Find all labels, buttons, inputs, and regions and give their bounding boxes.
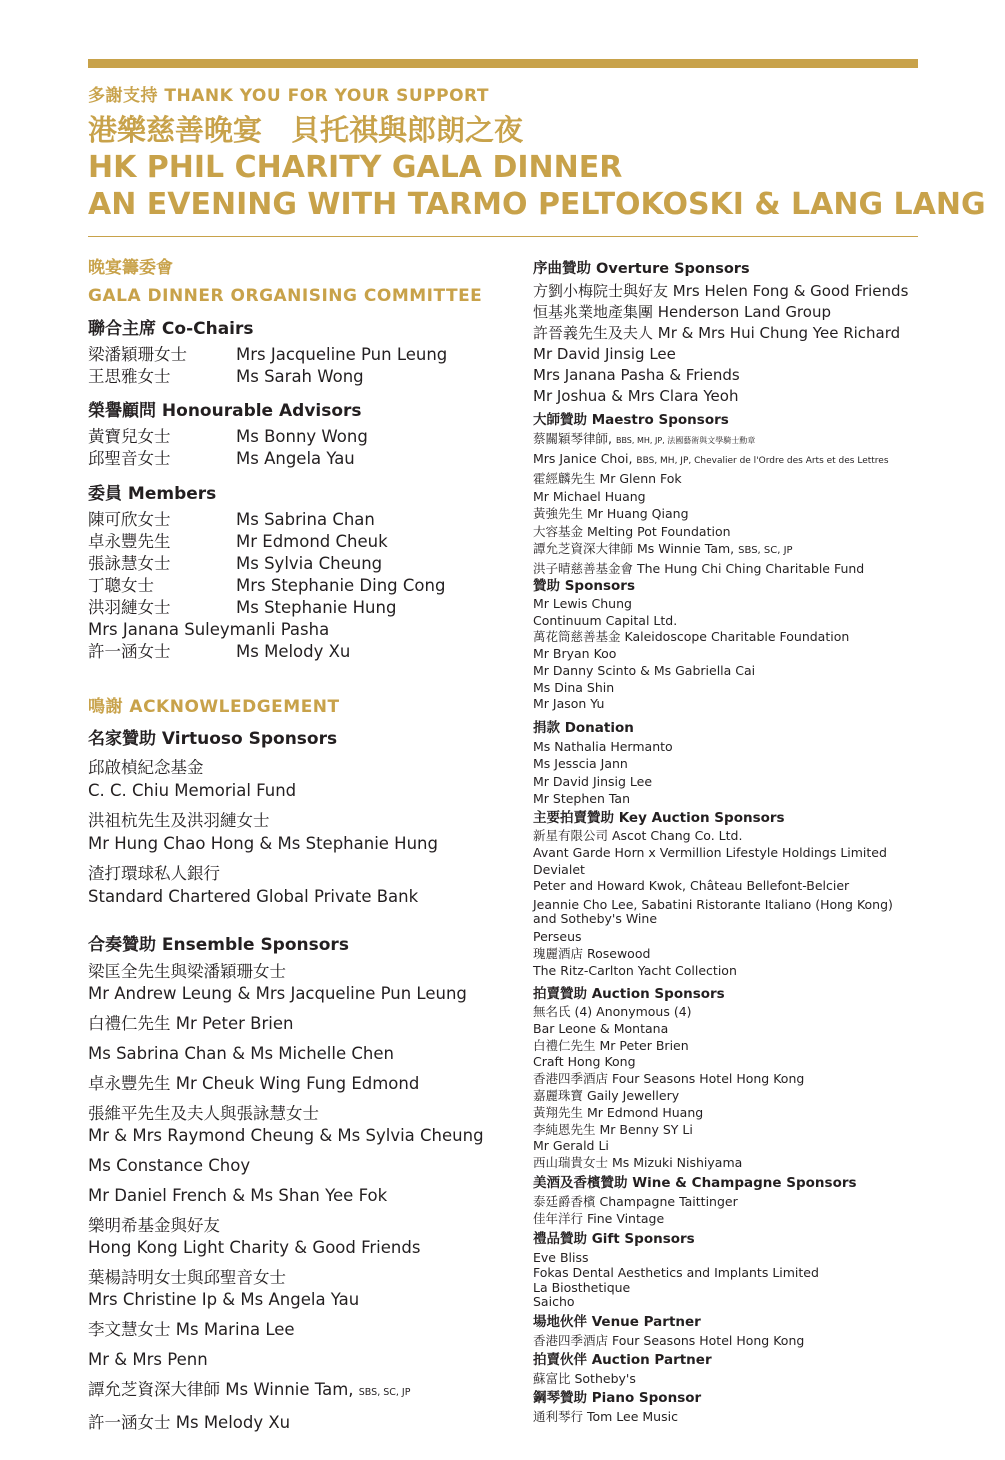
overture-section — [533, 259, 908, 407]
maestro-heading: 大師贊助 Maestro Sponsors — [533, 412, 729, 428]
list-item: Mr & Mrs Penn — [88, 1350, 208, 1369]
list-item: La Biosthetique — [533, 1279, 631, 1295]
list-item: Ms Dina Shin — [533, 679, 615, 695]
list-item: 許晉義先生及夫人 Mr & Mrs Hui Chung Yee Richard — [533, 324, 901, 342]
gift-list — [533, 1251, 819, 1310]
overture-heading: 序曲贊助 Overture Sponsors — [533, 261, 750, 277]
thank-you-kicker: 多謝支持 THANK YOU FOR YOUR SUPPORT — [88, 86, 489, 106]
list-item: Mrs Janana Pasha & Friends — [533, 366, 740, 384]
top-gold-bar — [88, 59, 918, 68]
list-item: Mr Danny Scinto & Ms Gabriella Cai — [533, 662, 756, 678]
list-item: 恒基兆業地產集團 Henderson Land Group — [533, 303, 831, 321]
ensemble-list — [88, 961, 484, 1434]
list-item: Ms Sabrina Chan & Ms Michelle Chen — [88, 1044, 394, 1063]
list-item: 蔡關穎琴律師, BBS, MH, JP, 法國藝術與文學騎士勳章 — [533, 431, 756, 446]
donation-heading: 捐款 Donation — [533, 720, 634, 736]
list-item: 許一涵女士 Ms Melody Xu — [88, 642, 351, 661]
acknowledgement-section — [88, 695, 484, 1434]
list-item: Mr David Jinsig Lee — [533, 345, 676, 363]
key-auction-list — [533, 828, 893, 980]
list-item: 黃寶兒女士 Ms Bonny Wong — [88, 427, 368, 446]
auction-section — [533, 985, 804, 1172]
list-item: 張詠慧女士 Ms Sylvia Cheung — [88, 554, 383, 573]
list-item: 邱聖音女士 Ms Angela Yau — [88, 449, 355, 468]
list-item: 泰廷爵香檳 Champagne Taittinger — [533, 1194, 738, 1209]
wine-list — [533, 1193, 857, 1227]
list-item: Mr Joshua & Mrs Clara Yeoh — [533, 387, 739, 405]
list-item: Ms Nathalia Hermanto — [533, 739, 673, 754]
title-zh: 港樂慈善晚宴 貝托祺與郎朗之夜 — [88, 113, 524, 147]
list-item: Mr Daniel French & Ms Shan Yee Fok — [88, 1186, 388, 1205]
list-item: 陳可欣女士 Ms Sabrina Chan — [88, 510, 375, 529]
list-item: Devialet — [533, 861, 585, 877]
list-item: 黃翔先生 Mr Edmond Huang — [533, 1104, 704, 1120]
list-item: 洪子晴慈善基金會 The Hung Chi Ching Charitable Fund — [533, 560, 865, 576]
list-item: Mr Stephen Tan — [533, 790, 631, 806]
advisors-heading: 榮譽顧問 Honourable Advisors — [88, 401, 362, 421]
gift-section — [533, 1230, 819, 1310]
list-item: 樂明希基金與好友 Hong Kong Light Charity & Good Friends — [88, 1216, 421, 1257]
list-item: 通利琴行 Tom Lee Music — [533, 1409, 678, 1424]
list-item: Mrs Janice Choi, BBS, MH, JP, Chevalier de l'Ordre des Arts et des Lettres — [533, 450, 889, 466]
list-item: 西山瑞貴女士 Ms Mizuki Nishiyama — [533, 1155, 743, 1171]
list-item: 許一涵女士 Ms Melody Xu — [88, 1413, 291, 1432]
wine-section — [533, 1174, 857, 1227]
list-item: 方劉小梅院士與好友 Mrs Helen Fong & Good Friends — [533, 282, 909, 300]
key-auction-section — [533, 809, 893, 980]
sponsors-section — [533, 577, 849, 713]
gift-heading: 禮品贊助 Gift Sponsors — [533, 1231, 695, 1247]
members-heading: 委員 Members — [88, 484, 217, 504]
list-item: 無名氏 (4) Anonymous (4) — [533, 1004, 692, 1019]
list-item: Ms Jesscia Jann — [533, 756, 628, 772]
list-item: 王思雅女士 Ms Sarah Wong — [88, 367, 364, 386]
members-list — [88, 509, 482, 663]
list-item: Mr Bryan Koo — [533, 646, 617, 662]
list-item: 白禮仁先生 Mr Peter Brien — [533, 1037, 689, 1053]
list-item: 蘇富比 Sotheby's — [533, 1371, 636, 1386]
list-item: Jeannie Cho Lee, Sabatini Ristorante Italiano (Hong Kong) — [533, 897, 893, 913]
committee-heading-en: GALA DINNER ORGANISING COMMITTEE — [88, 286, 483, 306]
auction-heading: 拍賣贊助 Auction Sponsors — [533, 986, 725, 1002]
key-auction-heading: 主要拍賣贊助 Key Auction Sponsors — [533, 810, 785, 826]
list-item: 丁聰女士 Mrs Stephanie Ding Cong — [88, 576, 446, 595]
list-item: Avant Garde Horn x Vermillion Lifestyle Holdings Limited — [533, 844, 887, 860]
title-en-line1: HK PHIL CHARITY GALA DINNER — [88, 150, 623, 185]
list-item: Eve Bliss — [533, 1250, 589, 1265]
list-item: 洪羽縺女士 Ms Stephanie Hung — [88, 598, 397, 617]
wine-heading: 美酒及香檳贊助 Wine & Champagne Sponsors — [533, 1175, 857, 1191]
committee-heading-zh: 晚宴籌委會 — [88, 258, 173, 278]
title-en-line2: AN EVENING WITH TARMO PELTOKOSKI & LANG LANG — [88, 187, 986, 222]
venue-heading: 場地伙伴 Venue Partner — [533, 1314, 701, 1330]
list-item: Bar Leone & Montana — [533, 1020, 669, 1036]
donation-list — [533, 738, 673, 807]
list-item: Mr Gerald Li — [533, 1138, 609, 1154]
sponsors-heading: 贊助 Sponsors — [533, 578, 635, 594]
list-item: 張維平先生及夫人與張詠慧女士 Mr & Mrs Raymond Cheung & Ms Sylvia Cheung — [88, 1104, 484, 1145]
maestro-section — [533, 411, 889, 577]
maestro-list — [533, 430, 889, 577]
virtuoso-list — [88, 756, 484, 908]
list-item: 葉楊詩明女士與邱聖音女士 Mrs Christine Ip & Ms Angela Yau — [88, 1268, 360, 1309]
list-item: Peter and Howard Kwok, Château Bellefont-Belcier — [533, 878, 850, 894]
ensemble-heading: 合奏贊助 Ensemble Sponsors — [88, 935, 349, 955]
list-item: 譚允芝資深大律師 Ms Winnie Tam, SBS, SC, JP — [88, 1380, 411, 1399]
list-item: 李純恩先生 Mr Benny SY Li — [533, 1121, 693, 1137]
list-item: 新星有限公司 Ascot Chang Co. Ltd. — [533, 828, 743, 843]
auction-partner-section — [533, 1351, 712, 1387]
list-item: 瑰麗酒店 Rosewood — [533, 945, 651, 961]
sponsors-list — [533, 596, 849, 713]
title-rule — [88, 236, 918, 237]
cochairs-list — [88, 344, 482, 388]
acknowledgement-heading: 鳴謝 ACKNOWLEDGEMENT — [88, 697, 340, 717]
advisors-list — [88, 426, 482, 470]
list-item: 香港四季酒店 Four Seasons Hotel Hong Kong — [533, 1333, 805, 1348]
donation-section — [533, 719, 673, 807]
list-item: 嘉麗珠寶 Gaily Jewellery — [533, 1087, 680, 1103]
auction-list — [533, 1004, 804, 1172]
list-item: 邱啟楨紀念基金 C. C. Chiu Memorial Fund — [88, 758, 297, 800]
venue-section — [533, 1313, 804, 1349]
list-item: 卓永豐先生 Mr Edmond Cheuk — [88, 532, 388, 551]
list-item: 梁匡全先生與梁潘穎珊女士 Mr Andrew Leung & Mrs Jacqueline Pun Leung — [88, 962, 467, 1003]
list-item: 白禮仁先生 Mr Peter Brien — [88, 1014, 294, 1033]
list-item: 黃強先生 Mr Huang Qiang — [533, 506, 689, 521]
list-item: Mr Jason Yu — [533, 696, 605, 712]
list-item: 霍經麟先生 Mr Glenn Fok — [533, 471, 682, 486]
title-block — [88, 112, 986, 223]
list-item: Fokas Dental Aesthetics and Implants Limited — [533, 1264, 819, 1280]
list-item: 萬花筒慈善基金 Kaleidoscope Charitable Foundation — [533, 629, 850, 645]
auction-partner-heading: 拍賣伙伴 Auction Partner — [533, 1352, 712, 1368]
cochairs-heading: 聯合主席 Co-Chairs — [88, 319, 254, 339]
piano-section — [533, 1389, 701, 1425]
overture-list — [533, 281, 908, 407]
list-item: The Ritz-Carlton Yacht Collection — [533, 962, 737, 978]
list-item: Mr Lewis Chung — [533, 596, 632, 611]
list-item: Ms Constance Choy — [88, 1156, 251, 1175]
list-item: Craft Hong Kong — [533, 1054, 636, 1070]
list-item: 香港四季酒店 Four Seasons Hotel Hong Kong — [533, 1071, 805, 1087]
list-item: 卓永豐先生 Mr Cheuk Wing Fung Edmond — [88, 1074, 420, 1093]
piano-heading: 鋼琴贊助 Piano Sponsor — [533, 1390, 702, 1406]
list-item: Continuum Capital Ltd. — [533, 612, 678, 628]
list-item: Perseus — [533, 929, 582, 945]
list-item: 譚允芝資深大律師 Ms Winnie Tam, SBS, SC, JP — [533, 541, 793, 556]
list-item: 李文慧女士 Ms Marina Lee — [88, 1320, 295, 1339]
list-item: Mr Michael Huang — [533, 488, 646, 504]
list-item: 渣打環球私人銀行 Standard Chartered Global Private Bank — [88, 864, 419, 906]
list-item: Mr David Jinsig Lee — [533, 773, 653, 789]
virtuoso-heading: 名家贊助 Virtuoso Sponsors — [88, 729, 338, 749]
list-item: Saicho — [533, 1294, 575, 1310]
list-item: 梁潘穎珊女士 Mrs Jacqueline Pun Leung — [88, 345, 448, 364]
list-item: 佳年洋行 Fine Vintage — [533, 1211, 665, 1226]
list-item: 洪祖杭先生及洪羽縺女士 Mr Hung Chao Hong & Ms Stephanie Hung — [88, 811, 438, 853]
list-item: 大容基金 Melting Pot Foundation — [533, 523, 731, 539]
list-item: and Sotheby's Wine — [533, 911, 658, 927]
committee-section — [88, 256, 482, 663]
list-item: Mrs Janana Suleymanli Pasha — [88, 620, 330, 639]
